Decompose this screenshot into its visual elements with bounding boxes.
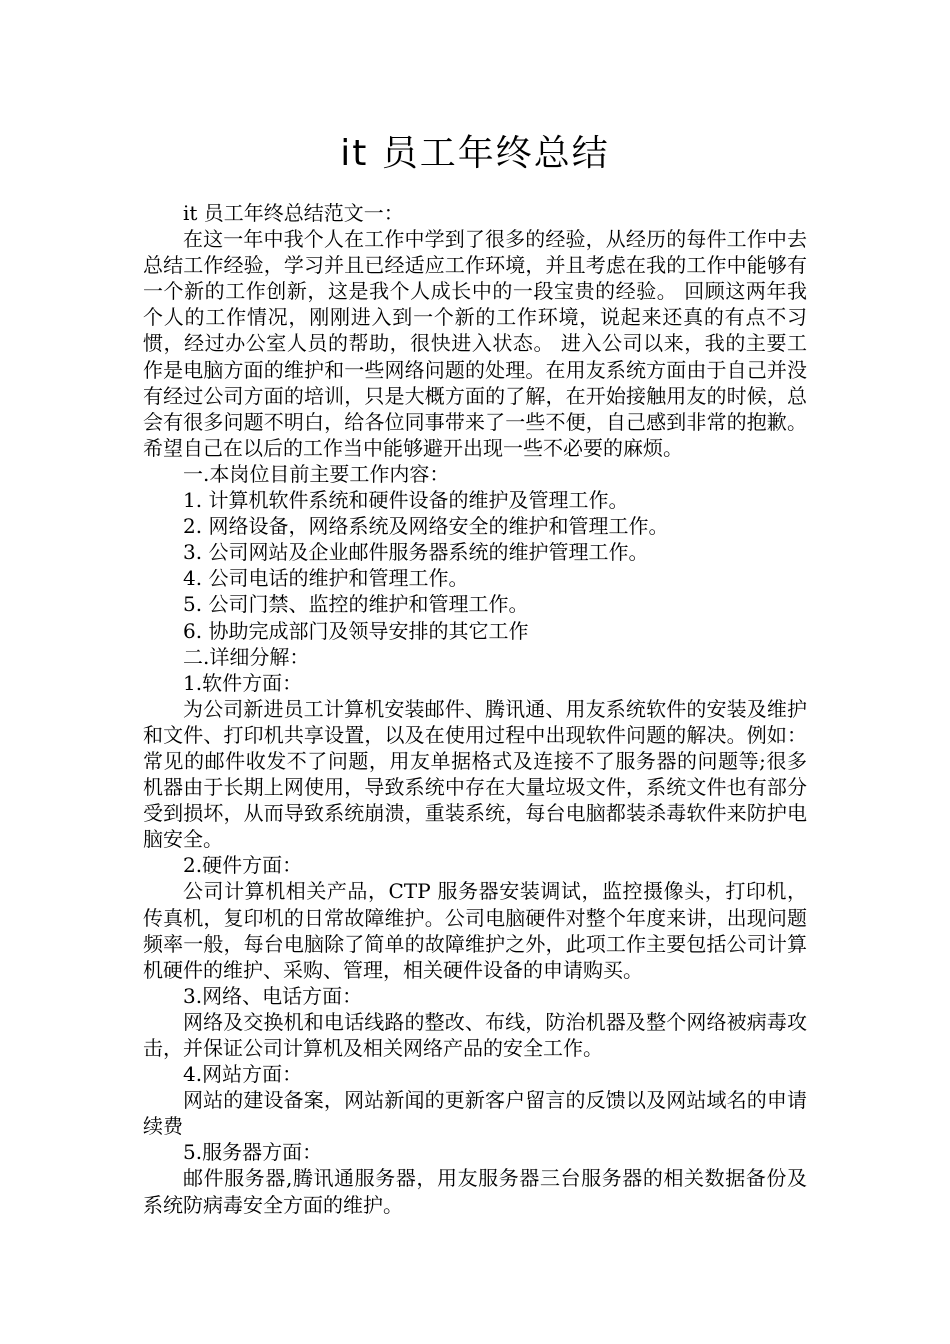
network-paragraph: 网络及交换机和电话线路的整改、布线，防治机器及整个网络被病毒攻击，并保证公司计算机及相关网络产品的安全工作。 [143, 1009, 807, 1060]
hardware-paragraph: 公司计算机相关产品，CTP 服务器安装调试，监控摄像头，打印机，传真机，复印机的日常故障维护。公司电脑硬件对整个年度来讲，出现问题频率一般，每台电脑除了简单的故障维护之外，此项工作主要包括公司计算机硬件的维护、采购、管理，相关硬件设备的申请购买。 [143, 879, 807, 982]
website-paragraph: 网站的建设备案，网站新闻的更新客户留言的反馈以及网站域名的申请续费 [143, 1088, 807, 1139]
server-paragraph: 邮件服务器,腾讯通服务器，用友服务器三台服务器的相关数据备份及系统防病毒安全方面的维护。 [143, 1166, 807, 1217]
section-heading-duties: 一.本岗位目前主要工作内容： [183, 461, 450, 486]
duty-item: 3. 公司网站及企业邮件服务器系统的维护管理工作。 [183, 540, 649, 565]
duty-item: 6. 协助完成部门及领导安排的其它工作 [183, 618, 529, 643]
subtitle: it 员工年终总结范文一： [183, 201, 404, 225]
server-heading: 5.服务器方面： [183, 1140, 323, 1165]
intro-paragraph: 在这一年中我个人在工作中学到了很多的经验，从经历的每件工作中去总结工作经验，学习并且已经适应工作环境，并且考虑在我的工作中能够有一个新的工作创新，这是我个人成长中的一段宝贵的经验。 回顾这两年我个人的工作情况，刚刚进入到一个新的工作环境，说起来还真的有点不习惯，经过办公室人员的帮助，很快进入状态。 进入公司以来，我的主要工作是电脑方面的维护和一些网络问题的处理。在用友系统方面由于自己并没有经过公司方面的培训，只是大概方面的了解，在开始接触用友的时候，总会有很多问题不明白，给各位同事带来了一些不便，自己感到非常的抱歉。希望自己在以后的工作当中能够避开出现一些不必要的麻烦。 [143, 227, 807, 460]
document-body [143, 200, 807, 1218]
duty-item: 2. 网络设备，网络系统及网络安全的维护和管理工作。 [183, 514, 669, 539]
section-heading-details: 二.详细分解： [183, 644, 310, 669]
software-heading: 1.软件方面： [183, 670, 303, 695]
website-heading: 4.网站方面： [183, 1062, 303, 1087]
hardware-heading: 2.硬件方面： [183, 853, 303, 878]
duty-item: 5. 公司门禁、监控的维护和管理工作。 [183, 592, 529, 617]
duty-item: 1. 计算机软件系统和硬件设备的维护及管理工作。 [183, 488, 629, 513]
software-paragraph: 为公司新进员工计算机安装邮件、腾讯通、用友系统软件的安装及维护和文件、打印机共享设置，以及在使用过程中出现软件问题的解决。例如：常见的邮件收发不了问题，用友单据格式及连接不了服务器的问题等;很多机器由于长期上网使用，导致系统中存在大量垃圾文件，系统文件也有部分受到损坏，从而导致系统崩溃，重装系统，每台电脑都装杀毒软件来防护电脑安全。 [143, 696, 807, 852]
duty-item: 4. 公司电话的维护和管理工作。 [183, 566, 469, 591]
document-title: it 员工年终总结 [340, 133, 610, 174]
network-heading: 3.网络、电话方面： [183, 983, 363, 1008]
